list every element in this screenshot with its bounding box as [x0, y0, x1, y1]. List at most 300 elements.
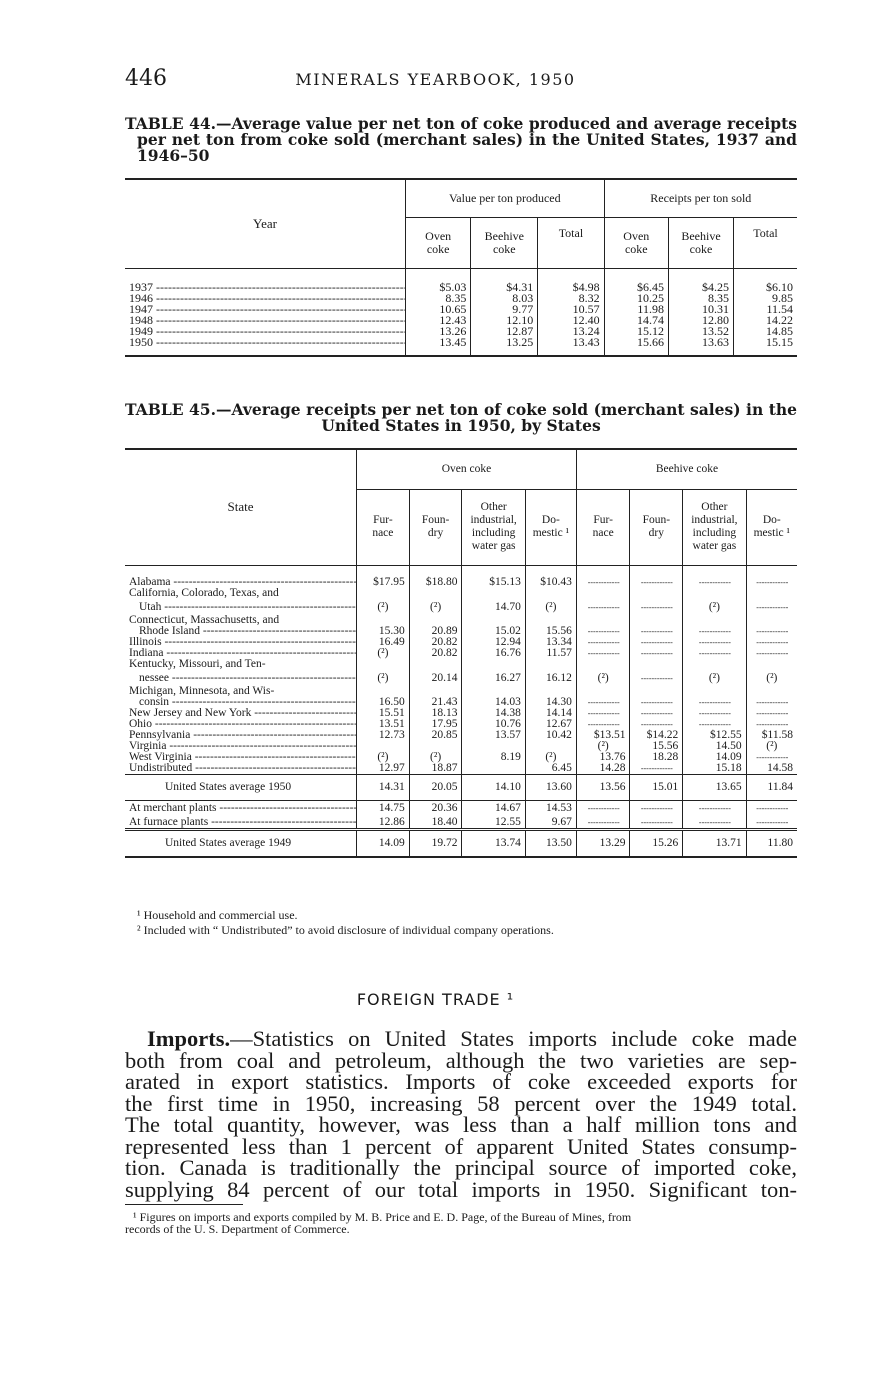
table44-col-header	[471, 217, 538, 268]
value-cell	[576, 577, 630, 588]
header-line: nace	[592, 527, 614, 539]
value-cell	[576, 599, 630, 615]
table44-col-header	[406, 217, 471, 268]
year-cell	[125, 304, 406, 315]
value-cell: $11.58	[761, 729, 793, 741]
table-row	[125, 648, 797, 659]
value-cell	[630, 599, 683, 615]
value-cell: $14.22	[630, 730, 683, 741]
state-cell	[125, 637, 357, 648]
state-cell	[125, 752, 357, 763]
value-cell	[630, 708, 683, 719]
header-line: water gas	[471, 540, 516, 552]
value-cell	[746, 708, 797, 719]
state-label: consin -----	[139, 697, 357, 708]
dash-filler: - - - - - - - - - - - -	[640, 698, 672, 707]
value-cell: 18.13	[409, 708, 462, 719]
page-footnote	[125, 1211, 797, 1235]
header-line: Beehive	[484, 228, 524, 243]
state-label: Pennsylvania -----	[129, 730, 357, 741]
state-label: Michigan, Minnesota, and Wis-	[129, 686, 275, 697]
footnote-line: ¹ Figures on imports and exports compiled by M. B. Price and E. D. Page, of the Bureau of Mines, from	[133, 1210, 632, 1224]
value-cell: 19.72	[409, 829, 462, 857]
state-cell	[125, 697, 357, 708]
value-cell: (²)	[357, 648, 410, 659]
header-line: coke	[426, 241, 450, 256]
value-cell: $13.51	[576, 730, 630, 741]
header-line: coke	[492, 241, 516, 256]
dash-filler: - - - - - - - - - - - -	[756, 602, 788, 612]
state-label: United States average 1950	[165, 781, 292, 793]
value-cell: 12.80	[668, 315, 733, 326]
dash-filler: - - - - - - - - - - - -	[640, 817, 672, 827]
value-cell: 13.51	[357, 719, 410, 730]
table-row	[125, 686, 797, 697]
dash-filler: - - - - - - - - - - - -	[587, 578, 619, 587]
header-line: Fur-	[593, 514, 613, 526]
dash-filler: - - - - - - - - - - - -	[698, 638, 730, 647]
value-cell: (²)	[766, 671, 778, 684]
year-label: 1937 -----	[129, 282, 406, 293]
value-cell: 13.76	[576, 752, 630, 763]
state-label: At merchant plants -----	[129, 802, 357, 814]
state-label: Virginia -----	[129, 741, 357, 752]
value-cell	[683, 817, 746, 830]
value-cell: 14.38	[462, 708, 525, 719]
value-cell: 16.49	[357, 637, 410, 648]
value-cell	[630, 637, 683, 648]
header-line: water gas	[692, 540, 737, 552]
table45-caption-line: United States in 1950, by States	[321, 416, 601, 435]
state-label: United States average 1949	[165, 836, 292, 849]
value-cell: 15.12	[604, 326, 668, 337]
value-cell: 14.67	[462, 801, 525, 817]
value-cell	[683, 686, 746, 697]
state-cell	[125, 659, 357, 670]
value-cell	[409, 659, 462, 670]
table-row	[125, 659, 797, 670]
value-cell	[576, 648, 630, 659]
table44-year-header: Year	[125, 179, 406, 268]
value-cell: 14.22	[766, 313, 793, 327]
state-label: California, Colorado, Texas, and	[129, 588, 279, 599]
value-cell: 10.65	[406, 304, 471, 315]
header-line: industrial,	[470, 514, 517, 526]
page-number: 446	[125, 66, 167, 91]
table-row	[125, 588, 797, 599]
value-cell: 15.51	[357, 708, 410, 719]
value-cell	[576, 708, 630, 719]
value-cell: 18.87	[409, 763, 462, 775]
value-cell: 15.66	[604, 337, 668, 348]
value-cell	[576, 686, 630, 697]
value-cell: 14.09	[357, 829, 410, 857]
state-label: Connecticut, Massachusetts, and	[129, 615, 280, 626]
value-cell: 15.02	[462, 626, 525, 637]
value-cell: (²)	[357, 670, 410, 686]
year-cell	[125, 315, 406, 326]
table-row	[125, 670, 797, 686]
value-cell	[462, 763, 525, 775]
value-cell: 14.10	[462, 775, 525, 801]
value-cell: 13.43	[538, 337, 604, 348]
value-cell: 12.67	[525, 719, 576, 730]
table-row	[125, 752, 797, 763]
table-row	[125, 577, 797, 588]
table45-group-header: Oven coke	[357, 449, 577, 489]
state-cell	[125, 670, 357, 686]
header-line: Do-	[541, 514, 560, 526]
value-cell	[683, 588, 746, 599]
header-line: coke	[689, 241, 713, 256]
paragraph-line: The total quantity, however, was less than a half million tons and	[125, 1112, 797, 1137]
value-cell: (²)	[683, 599, 746, 615]
value-cell: 15.30	[357, 626, 410, 637]
value-cell: 20.14	[409, 670, 462, 686]
value-cell: 13.26	[406, 326, 471, 337]
value-cell: 15.01	[630, 775, 683, 801]
dash-filler: - - - - - - - - - - - -	[756, 649, 788, 658]
value-cell: 16.12	[525, 670, 576, 686]
table45-caption	[125, 402, 797, 434]
value-cell: $12.55	[683, 730, 746, 741]
dash-filler: - - - - - - - - - - - -	[756, 804, 788, 814]
value-cell	[357, 588, 410, 599]
value-cell	[630, 670, 683, 686]
table-row	[125, 730, 797, 741]
value-cell	[683, 648, 746, 659]
footnote: ² Included with “ Undistributed” to avoid disclosure of individual company operations.	[137, 923, 554, 937]
table-row	[125, 719, 797, 730]
value-cell	[630, 817, 683, 830]
year-label: 1948 -----	[129, 315, 406, 326]
state-label: Alabama -----	[129, 577, 357, 588]
value-cell: (²)	[409, 599, 462, 615]
value-cell: 15.56	[630, 741, 683, 752]
table44-group-header: Value per ton produced	[406, 179, 605, 217]
header-line: Oven	[425, 228, 452, 243]
dash-filler: - - - - - - - - - - - -	[587, 627, 619, 636]
value-cell	[576, 615, 630, 626]
paragraph-line: supplying 84 percent of our total imports in 1950. Significant ton-	[125, 1176, 797, 1202]
value-cell: 12.73	[357, 730, 410, 741]
table-row	[125, 337, 797, 348]
dash-filler: - - - - - - - - - - - -	[640, 638, 672, 647]
value-cell: 15.56	[525, 626, 576, 637]
dash-filler: - - - - - - - - - - - -	[698, 649, 730, 658]
value-cell	[630, 588, 683, 599]
value-cell: $5.03	[406, 282, 471, 293]
state-label: Kentucky, Missouri, and Ten-	[129, 659, 266, 670]
paragraph-line: both from coal and petroleum, although the two varieties are sep-	[125, 1047, 797, 1073]
dash-filler: - - - - - - - - - - - -	[640, 709, 672, 718]
value-cell: 17.95	[409, 719, 462, 730]
header-line: Do-	[762, 514, 781, 526]
value-cell	[746, 588, 797, 599]
table-row	[125, 697, 797, 708]
table44-caption-line: per net ton from coke sold (merchant sales) in the United States, 1937 and	[137, 130, 797, 149]
value-cell	[683, 615, 746, 626]
state-label: Utah -----	[139, 601, 357, 613]
header-line: dry	[648, 527, 664, 539]
value-cell: (²)	[576, 670, 630, 686]
value-cell: $4.31	[471, 282, 538, 293]
value-cell	[525, 588, 576, 599]
header-line: industrial,	[691, 514, 738, 526]
value-cell: 12.10	[471, 315, 538, 326]
state-cell	[125, 648, 357, 659]
value-cell: (²)	[357, 599, 410, 615]
header-line: including	[692, 527, 737, 539]
state-cell	[125, 775, 357, 801]
dash-filler: - - - - - - - - - - - -	[698, 720, 730, 729]
value-cell	[683, 697, 746, 708]
value-cell: 11.54	[766, 302, 793, 316]
dash-filler: - - - - - - - - - - - -	[698, 817, 730, 827]
dash-filler: - - - - - - - - - - - -	[698, 698, 730, 707]
table44-col-header	[734, 217, 797, 268]
value-cell: 9.77	[471, 304, 538, 315]
value-cell: 13.45	[406, 337, 471, 348]
value-cell	[576, 817, 630, 830]
dash-filler: - - - - - - - - - - - -	[756, 817, 788, 827]
year-label: 1950 -----	[129, 337, 406, 348]
paragraph-line: arated in export statistics. Imports of coke exceeded exports for	[125, 1069, 797, 1094]
state-label: New Jersey and New York -----	[129, 708, 357, 719]
value-cell: 11.98	[604, 304, 668, 315]
value-cell: 12.87	[471, 326, 538, 337]
value-cell: 13.74	[462, 829, 525, 857]
value-cell	[746, 599, 797, 615]
value-cell	[409, 588, 462, 599]
dash-filler: - - - - - - - - - - - -	[698, 804, 730, 814]
dash-filler: - - - - - - - - - - - -	[587, 602, 619, 612]
dash-filler: - - - - - - - - - - - -	[640, 720, 672, 729]
value-cell: 15.18	[683, 763, 746, 775]
value-cell	[746, 686, 797, 697]
table45-col-header	[576, 489, 630, 565]
dash-filler: - - - - - - - - - - - -	[640, 602, 672, 612]
value-cell	[630, 763, 683, 775]
dash-filler: - - - - - - - - - - - -	[587, 817, 619, 827]
value-cell: 13.29	[576, 829, 630, 857]
header-line: Total	[558, 225, 584, 240]
state-label: Indiana -----	[129, 648, 357, 659]
value-cell: 18.40	[409, 817, 462, 830]
value-cell: 14.58	[767, 762, 793, 774]
table44-col-header	[538, 217, 604, 268]
table-row	[125, 817, 797, 830]
value-cell: 16.27	[462, 670, 525, 686]
paragraph-lead: Imports.	[147, 1026, 231, 1051]
dash-filler: - - - - - - - - - - - -	[756, 753, 788, 762]
value-cell: (²)	[525, 752, 576, 763]
footnote-rule	[125, 1204, 243, 1205]
value-cell: (²)	[766, 740, 778, 752]
value-cell	[746, 626, 797, 637]
dash-filler: - - - - - - - - - - - -	[587, 638, 619, 647]
table45-col-header	[630, 489, 683, 565]
value-cell: 11.84	[746, 775, 797, 801]
paragraph-line: the first time in 1950, increasing 58 percent over the 1949 total.	[125, 1090, 797, 1116]
value-cell: 13.50	[525, 829, 576, 857]
dash-filler: - - - - - - - - - - - -	[698, 578, 730, 587]
value-cell: 8.32	[538, 293, 604, 304]
header-line: dry	[427, 527, 444, 539]
year-cell	[125, 337, 406, 348]
value-cell	[746, 648, 797, 659]
table-row	[125, 741, 797, 752]
value-cell: 14.70	[462, 599, 525, 615]
value-cell: 13.71	[683, 829, 746, 857]
state-cell	[125, 829, 357, 857]
value-cell: $18.80	[409, 577, 462, 588]
value-cell: 14.53	[525, 801, 576, 817]
running-title: MINERALS YEARBOOK, 1950	[295, 70, 576, 89]
value-cell: 13.34	[525, 637, 576, 648]
value-cell: $15.13	[462, 577, 525, 588]
value-cell	[630, 577, 683, 588]
table-row	[125, 763, 797, 775]
footnote-line: records of the U. S. Department of Commerce.	[125, 1222, 350, 1236]
value-cell: $6.45	[604, 282, 668, 293]
value-cell	[576, 659, 630, 670]
footnote: ¹ Household and commercial use.	[137, 908, 298, 922]
value-cell: 12.86	[357, 817, 410, 830]
table45-col-header	[746, 489, 797, 565]
value-cell: 20.36	[409, 801, 462, 817]
state-cell	[125, 763, 357, 775]
table-row	[125, 626, 797, 637]
table45-state-header: State	[125, 449, 357, 565]
dash-filler: - - - - - - - - - - - -	[640, 578, 672, 587]
paragraph-text: —Statistics on United States imports include coke made	[230, 1026, 797, 1051]
header-line: mestic ¹	[753, 527, 790, 539]
table44-col-header	[604, 217, 668, 268]
header-line: Foun-	[421, 514, 450, 526]
dash-filler: - - - - - - - - - - - -	[756, 709, 788, 718]
value-cell	[683, 637, 746, 648]
value-cell: 10.42	[525, 730, 576, 741]
table-row	[125, 637, 797, 648]
value-cell: 20.82	[409, 648, 462, 659]
value-cell	[462, 588, 525, 599]
value-cell: 20.89	[409, 626, 462, 637]
value-cell: 20.82	[409, 637, 462, 648]
table45-col-header	[525, 489, 576, 565]
state-label: Ohio -----	[129, 719, 357, 730]
value-cell: 8.35	[668, 293, 733, 304]
value-cell	[746, 637, 797, 648]
dash-filler: - - - - - - - - - - - -	[640, 673, 672, 683]
header-line: Foun-	[642, 514, 671, 526]
dash-filler: - - - - - - - - - - - -	[756, 627, 788, 636]
value-cell	[462, 659, 525, 670]
dash-filler: - - - - - - - - - - - -	[756, 638, 788, 647]
value-cell	[683, 708, 746, 719]
table44-caption-line: TABLE 44.—Average value per net ton of coke produced and average receipts	[125, 114, 797, 133]
value-cell: 10.31	[668, 304, 733, 315]
table45-group-header: Beehive coke	[576, 449, 797, 489]
value-cell: 14.14	[525, 708, 576, 719]
table-row	[125, 801, 797, 817]
state-label: West Virginia -----	[129, 752, 357, 763]
table45	[125, 448, 797, 858]
value-cell	[683, 626, 746, 637]
value-cell: 13.24	[538, 326, 604, 337]
value-cell: 12.55	[462, 817, 525, 830]
value-cell: 18.28	[630, 752, 683, 763]
value-cell: 13.63	[668, 337, 733, 348]
state-cell	[125, 577, 357, 588]
dash-filler: - - - - - - - - - - - -	[587, 649, 619, 658]
state-cell	[125, 741, 357, 752]
value-cell	[630, 648, 683, 659]
paragraph-line	[125, 1028, 797, 1050]
value-cell: 16.76	[462, 648, 525, 659]
value-cell: 14.50	[683, 741, 746, 752]
value-cell	[630, 626, 683, 637]
value-cell	[683, 801, 746, 817]
value-cell: 14.74	[604, 315, 668, 326]
value-cell: 12.94	[462, 637, 525, 648]
paragraph-line: represented less than 1 percent of apparent United States consump-	[125, 1133, 797, 1159]
table44-group-header: Receipts per ton sold	[604, 179, 797, 217]
value-cell: 14.28	[576, 763, 630, 775]
year-label: 1947 -----	[129, 304, 406, 315]
state-cell	[125, 801, 357, 817]
dash-filler: - - - - - - - - - - - -	[640, 649, 672, 658]
value-cell: 14.85	[766, 324, 793, 338]
total-row	[125, 829, 797, 857]
value-cell	[525, 659, 576, 670]
value-cell: 13.57	[462, 730, 525, 741]
table45-col-header	[409, 489, 462, 565]
state-label: Undistributed -----	[129, 763, 357, 774]
value-cell: 13.60	[525, 775, 576, 801]
value-cell: $4.25	[668, 282, 733, 293]
value-cell	[746, 615, 797, 626]
dash-filler: - - - - - - - - - - - -	[698, 627, 730, 636]
state-label: Illinois -----	[129, 637, 357, 648]
value-cell: 14.03	[462, 697, 525, 708]
header-line: including	[471, 527, 516, 539]
table-row	[125, 599, 797, 615]
year-cell	[125, 282, 406, 293]
table44-col-header	[668, 217, 733, 268]
value-cell	[746, 801, 797, 817]
dash-filler: - - - - - - - - - - - -	[756, 578, 788, 587]
dash-filler: - - - - - - - - - - - -	[587, 720, 619, 729]
value-cell	[357, 659, 410, 670]
year-label: 1949 -----	[129, 326, 406, 337]
imports-paragraph	[125, 1028, 797, 1200]
year-label: 1946 -----	[129, 293, 406, 304]
value-cell: 11.80	[746, 829, 797, 857]
dash-filler: - - - - - - - - - - - -	[640, 764, 672, 773]
header-line: mestic ¹	[532, 527, 570, 539]
value-cell: 8.19	[462, 752, 525, 763]
value-cell: 13.25	[471, 337, 538, 348]
value-cell	[630, 686, 683, 697]
value-cell: 12.97	[357, 763, 410, 775]
value-cell	[576, 637, 630, 648]
header-line: coke	[624, 241, 648, 256]
value-cell: 15.15	[766, 335, 793, 349]
value-cell: 11.57	[525, 648, 576, 659]
value-cell: 15.26	[630, 829, 683, 857]
dash-filler: - - - - - - - - - - - -	[756, 720, 788, 729]
